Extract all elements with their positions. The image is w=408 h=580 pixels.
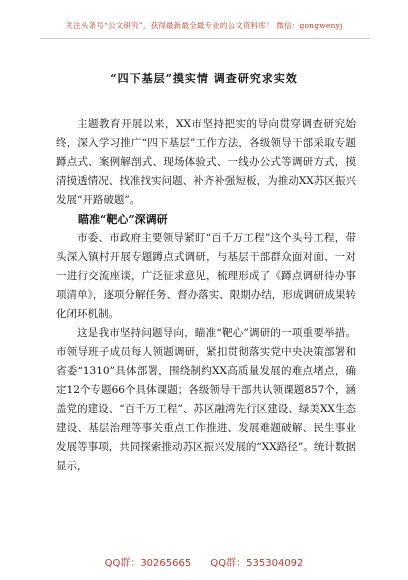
document-title: “四下基层”摸实情 调查研究求实效 xyxy=(110,72,298,85)
section-heading: 瞄准“靶心”深调研 xyxy=(78,213,168,226)
document-body xyxy=(56,115,356,476)
body-paragraph: 这是我市坚持问题导向，瞄准“靶心”调研的一项重要举措。市领导班子成员每人领题调研，紧扣贯彻落实党中央决策部署和省委“1310”具体部署，围绕制约XX高质量发展的难点堵点，确定12个专题66个具体课题；各级领导干部共认领课题857个，涵盖党的建设、“百千万工程”、苏区融湾先行区建设、绿美XX生态建设、基层治理等事关重点工作推进、发展难题破解、民生事业发展等事项，共同探索推动苏区振兴发展的“XX路径”。统计数据显示， xyxy=(56,327,356,472)
body-paragraph: 市委、市政府主要领导紧盯“百千万工程”这个头号工程，带头深入镇村开展专题蹲点式调研，与基层干部群众面对面、一对一进行交流座谈，广泛征求意见，梳理形成了《蹲点调研待办事项清单》，逐项分解任务、督办落实、限期办结，形成调研成果转化闭环机制。 xyxy=(56,232,356,320)
promo-header: 关注头条号“公文研究”，获得最新最全最专业的公文资料库！ 微信：gongwenyj xyxy=(65,21,343,30)
intro-paragraph: 主题教育开展以来，XX市坚持把实的导向贯穿调查研究始终，深入学习推广“四下基层”工作方法，各级领导干部采取专题蹲点式、案例解剖式、现场体验式、一线办公式等调研方式，摸清摸透情况、找准找实问题、补齐补强短板，为推动XX苏区振兴发展“开路破题”。 xyxy=(56,118,356,206)
header-divider xyxy=(40,38,370,39)
qq-group-2: QQ群：535304092 xyxy=(210,558,304,569)
qq-group-1: QQ群：30265665 xyxy=(104,558,192,569)
footer-contact xyxy=(0,554,408,569)
